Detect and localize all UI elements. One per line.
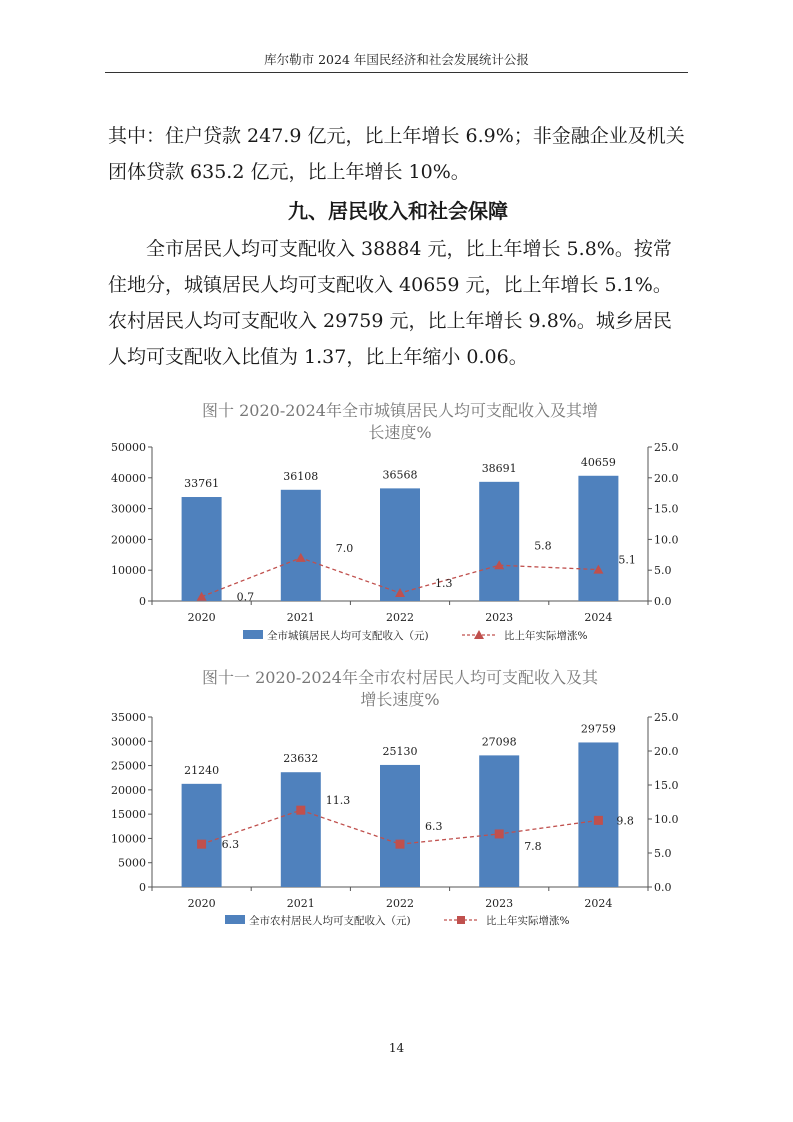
right-tick-label: 25.0: [654, 441, 679, 454]
bar-value-label: 36108: [283, 469, 319, 483]
right-tick-label: 10.0: [654, 533, 679, 547]
x-tick-label: 2024: [584, 897, 613, 910]
legend-bar-label: 全市农村居民人均可支配收入（元): [249, 915, 411, 927]
x-tick-label: 2020: [187, 611, 216, 624]
growth-value-label: 9.8: [616, 814, 634, 828]
bar-value-label: 23632: [283, 752, 319, 766]
growth-point-2023: [495, 829, 504, 838]
bar-value-label: 33761: [184, 477, 220, 491]
growth-point-2020: [197, 840, 206, 849]
x-tick-label: 2021: [286, 897, 315, 910]
right-tick-label: 0.0: [654, 595, 672, 608]
bar-value-label: 25130: [382, 744, 418, 758]
growth-point-2024: [594, 816, 603, 825]
left-tick-label: 0: [139, 881, 146, 894]
right-tick-label: 20.0: [654, 745, 679, 758]
legend-line-label: 比上年实际增涨%: [486, 915, 570, 927]
chart-2-title-line2: 增长速度%: [360, 690, 440, 709]
right-tick-label: 5.0: [654, 847, 672, 860]
growth-value-label: 6.3: [221, 838, 240, 852]
chart-1-title-line1: 图十 2020-2024年全市城镇居民人均可支配收入及其增: [202, 401, 598, 420]
urban-income-chart: [0, 435, 793, 650]
legend-bar-label: 全市城镇居民人均可支配收入（元): [267, 630, 429, 642]
rural-income-chart: [0, 705, 793, 930]
right-tick-label: 5.0: [654, 564, 672, 578]
left-tick-label: 20000: [111, 533, 146, 547]
legend-bar-swatch: [243, 630, 263, 639]
right-tick-label: 25.0: [654, 711, 679, 724]
bar-2020: [182, 497, 222, 601]
left-tick-label: 10000: [111, 564, 146, 578]
right-tick-label: 15.0: [654, 779, 679, 792]
bar-value-label: 40659: [580, 455, 616, 469]
right-tick-label: 15.0: [654, 502, 679, 516]
bar-2024: [578, 476, 618, 601]
bar-2020: [182, 784, 222, 887]
bar-2023: [479, 755, 519, 887]
left-tick-label: 0: [139, 595, 146, 608]
paragraph-loans: 其中：住户贷款 247.9 亿元，比上年增长 6.9%；非金融企业及机关团体贷款 635.2 亿元，比上年增长 10%。: [108, 125, 685, 183]
left-tick-label: 40000: [111, 471, 146, 485]
right-tick-label: 20.0: [654, 471, 679, 485]
bar-value-label: 29759: [580, 722, 616, 736]
section-title: 九、居民收入和社会保障: [288, 199, 508, 223]
left-tick-label: 30000: [111, 502, 146, 516]
growth-point-2021: [296, 806, 305, 815]
x-tick-label: 2020: [187, 897, 216, 910]
page-number: 14: [388, 1041, 405, 1055]
x-tick-label: 2023: [485, 897, 514, 910]
chart-2-title-line1: 图十一 2020-2024年全市农村居民人均可支配收入及其: [202, 668, 598, 687]
bar-2021: [281, 490, 321, 601]
bar-value-label: 36568: [382, 468, 418, 482]
left-tick-label: 10000: [111, 832, 146, 846]
bar-2021: [281, 772, 321, 887]
growth-value-label: 7.8: [524, 839, 542, 853]
growth-value-label: 6.3: [425, 820, 443, 834]
x-tick-label: 2024: [584, 611, 613, 624]
right-tick-label: 0.0: [654, 881, 672, 894]
legend-line-marker: [457, 916, 465, 924]
left-tick-label: 20000: [111, 783, 146, 797]
left-tick-label: 50000: [111, 441, 146, 454]
growth-value-label: 7.0: [335, 541, 354, 555]
chart-1-title-line2: 长速度%: [368, 423, 432, 442]
left-tick-label: 25000: [111, 759, 146, 773]
left-tick-label: 5000: [118, 856, 146, 870]
header-divider: [105, 72, 688, 73]
left-tick-label: 30000: [111, 735, 146, 749]
legend-bar-swatch: [225, 915, 245, 924]
bar-value-label: 21240: [184, 763, 220, 777]
x-tick-label: 2021: [286, 611, 315, 624]
growth-value-label: 5.8: [534, 539, 552, 553]
x-tick-label: 2022: [386, 611, 414, 624]
right-tick-label: 10.0: [654, 813, 679, 826]
x-tick-label: 2022: [386, 897, 414, 910]
growth-value-label: 0.7: [236, 590, 255, 604]
page-header: 库尔勒市 2024 年国民经济和社会发展统计公报: [264, 52, 529, 67]
bar-2022: [380, 488, 420, 601]
bar-value-label: 38691: [481, 461, 517, 475]
left-tick-label: 35000: [111, 711, 146, 724]
growth-value-label: 1.3: [435, 576, 453, 590]
growth-value-label: 5.1: [618, 553, 636, 567]
bar-2023: [479, 482, 519, 601]
bar-value-label: 27098: [481, 735, 517, 749]
left-tick-label: 15000: [111, 808, 146, 822]
growth-value-label: 11.3: [325, 794, 351, 808]
legend-line-label: 比上年实际增涨%: [504, 630, 588, 642]
bar-2022: [380, 765, 420, 887]
paragraph-income: 全市居民人均可支配收入 38884 元，比上年增长 5.8%。按常住地分，城镇居民人均可支配收入 40659 元，比上年增长 5.1%。农村居民人均可支配收入 29759 元，比上年增长 9.8%。城乡居民人均可支配收入比值为 1.37，比上年缩小 0.06。: [108, 238, 672, 368]
growth-point-2022: [396, 840, 405, 849]
x-tick-label: 2023: [485, 611, 514, 624]
bar-2024: [578, 742, 618, 887]
